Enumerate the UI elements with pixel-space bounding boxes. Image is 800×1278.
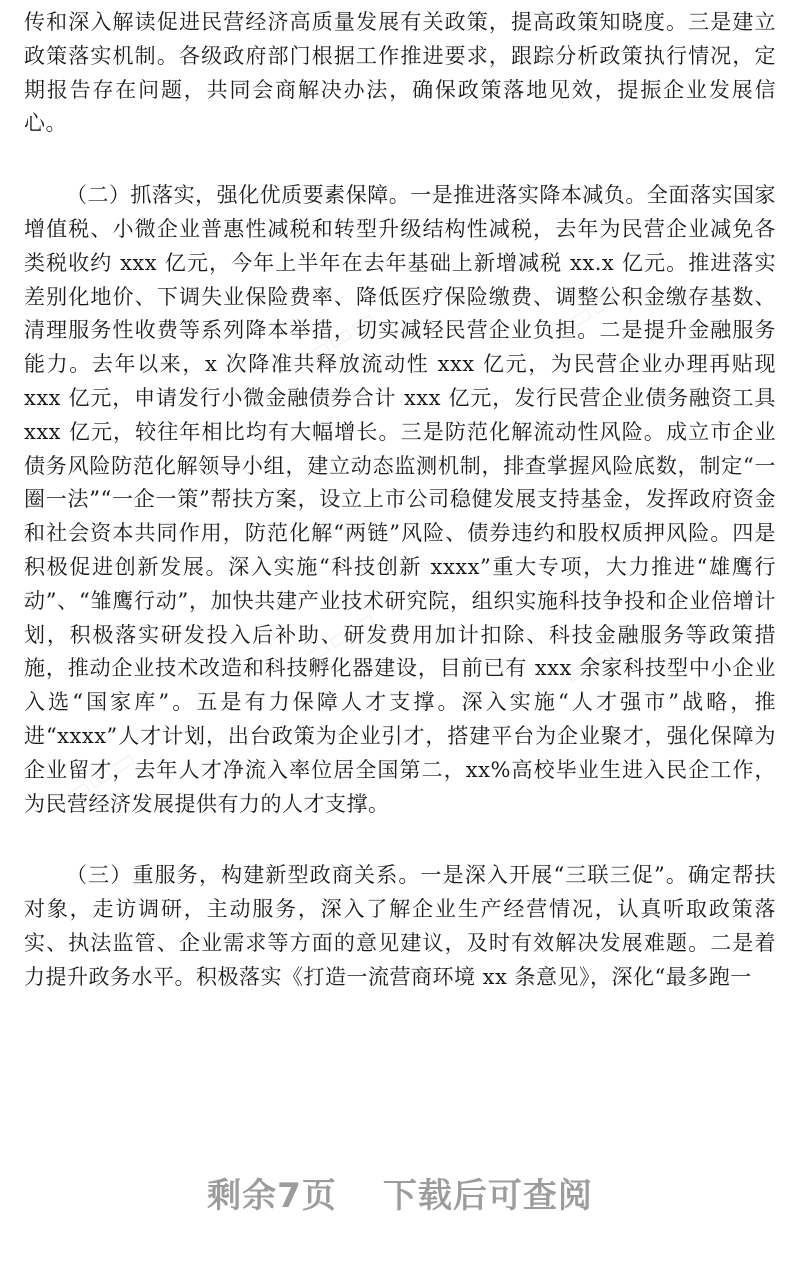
document-body [24,0,776,995]
download-hint-label: 下载后可查阅 [382,1176,593,1216]
paragraph-section-two: （二）抓落实，强化优质要素保障。一是推进落实降本减负。全面落实国家增值税、小微企业普惠性减税和转型升级结构性减税，去年为民营企业减免各类税收约 xxx 亿元，今年上半年在去年基础上新增减税 xx.x 亿元。推进落实差别化地价、下调失业保险费率、降低医疗保险缴费、调整公积金缴存基数、清理服务性收费等系列降本举措，切实减轻民营企业负担。二是提升金融服务能力。去年以来，x 次降准共释放流动性 xxx 亿元，为民营企业办理再贴现 xxx 亿元，申请发行小微金融债券合计 xxx 亿元，发行民营企业债务融资工具 xxx 亿元，较往年相比均有大幅增长。三是防范化解流动性风险。成立市企业债务风险防范化解领导小组，建立动态监测机制，排查掌握风险底数，制定“一圈一法”“一企一策”帮扶方案，设立上市公司稳健发展支持基金，发挥政府资金和社会资本共同作用，防范化解“两链”风险、债券违约和股权质押风险。四是积极促进创新发展。深入实施“科技创新 xxxx”重大专项，大力推进“雄鹰行动”、“雏鹰行动”，加快共建产业技术研究院，组织实施科技争投和企业倍增计划，积极落实研发投入后补助、研发费用加计扣除、科技金融服务等政策措施，推动企业技术改造和科技孵化器建设，目前已有 xxx 余家科技型中小企业入选“国家库”。五是有力保障人才支撑。深入实施“人才强市”战略，推进“xxxx”人才计划，出台政策为企业引才，搭建平台为企业聚才，强化保障为企业留才，去年人才净流入率位居全国第二，xx%高校毕业生进入民企工作，为民营经济发展提供有力的人才支撑。 [24,183,776,816]
paragraph-policy-continuation: 传和深入解读促进民营经济高质量发展有关政策，提高政策知晓度。三是建立政策落实机制。各级政府部门根据工作推进要求，跟踪分析政策执行情况，定期报告存在问题，共同会商解决办法，确保政策落地见效，提振企业发展信心。 [24,10,776,136]
paragraph-section-three: （三）重服务，构建新型政商关系。一是深入开展“三联三促”。确定帮扶对象，走访调研，主动服务，深入了解企业生产经营情况，认真听取政策落实、执法监管、企业需求等方面的意见建议，及时有效解决发展难题。二是着力提升政务水平。积极落实《打造一流营商环境 xx 条意见》，深化“最多跑一 [24,863,776,989]
remaining-pages-label: 剩余7页 [207,1176,337,1216]
download-prompt-banner[interactable] [0,1168,800,1217]
